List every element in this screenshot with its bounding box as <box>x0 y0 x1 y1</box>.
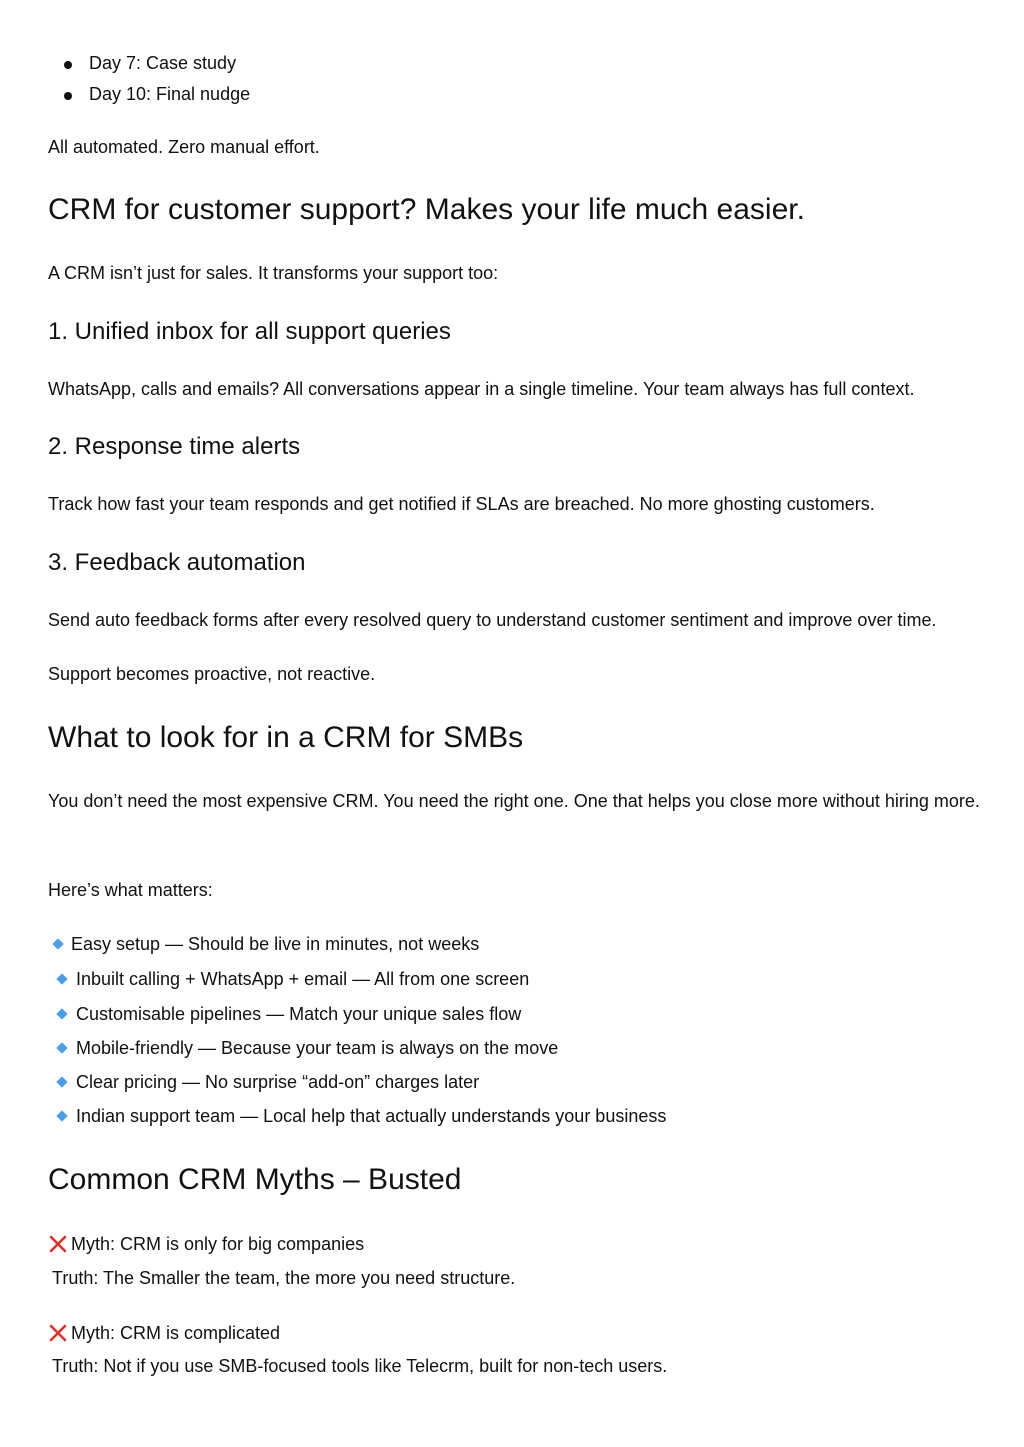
myth-text: Myth: CRM is only for big companies <box>71 1234 365 1254</box>
feature-item: Customisable pipelines — Match your unique sales flow <box>76 1004 522 1024</box>
feature-item: Easy setup — Should be live in minutes, not weeks <box>71 934 480 954</box>
support-intro: A CRM isn’t just for sales. It transforms your support too: <box>48 263 499 283</box>
truth-text: Truth: The Smaller the team, the more you need structure. <box>52 1268 516 1288</box>
feature-item: Mobile-friendly — Because your team is always on the move <box>76 1038 559 1058</box>
automated-note: All automated. Zero manual effort. <box>48 137 320 157</box>
support-item-body: Track how fast your team responds and get notified if SLAs are breached. No more ghosting customers. <box>48 494 875 514</box>
bullet-dot-icon <box>64 61 72 69</box>
truth-text: Truth: Not if you use SMB-focused tools like Telecrm, built for non-tech users. <box>52 1356 668 1376</box>
bullet-dot-icon <box>64 92 72 100</box>
smb-heading: What to look for in a CRM for SMBs <box>48 721 524 754</box>
red-cross-icon <box>48 1323 68 1343</box>
feature-item: Inbuilt calling + WhatsApp + email — All from one screen <box>76 969 530 989</box>
blue-diamond-icon <box>56 973 67 984</box>
support-heading: CRM for customer support? Makes your life much easier. <box>48 193 805 226</box>
support-item-title: 2. Response time alerts <box>48 433 301 460</box>
support-item-body: Send auto feedback forms after every resolved query to understand customer sentiment and improve over time. <box>48 610 937 630</box>
list-item: Day 10: Final nudge <box>89 84 251 104</box>
smb-intro: You don’t need the most expensive CRM. You need the right one. One that helps you close more without hiring more. <box>48 791 980 811</box>
support-item-title: 1. Unified inbox for all support queries <box>48 318 451 345</box>
support-item-title: 3. Feedback automation <box>48 549 306 576</box>
blue-diamond-icon <box>56 1008 67 1019</box>
feature-item: Clear pricing — No surprise “add-on” charges later <box>76 1072 480 1092</box>
red-cross-icon <box>48 1234 68 1254</box>
support-closing: Support becomes proactive, not reactive. <box>48 664 376 684</box>
myths-heading: Common CRM Myths – Busted <box>48 1163 462 1196</box>
feature-item: Indian support team — Local help that actually understands your business <box>76 1106 667 1126</box>
blue-diamond-icon <box>56 1042 67 1053</box>
myth-text: Myth: CRM is complicated <box>71 1323 281 1343</box>
list-item: Day 7: Case study <box>89 53 237 73</box>
blue-diamond-icon <box>52 938 63 949</box>
support-item-body: WhatsApp, calls and emails? All conversations appear in a single timeline. Your team always has full context. <box>48 379 915 399</box>
blue-diamond-icon <box>56 1110 67 1121</box>
smb-lead: Here’s what matters: <box>48 880 213 900</box>
blue-diamond-icon <box>56 1076 67 1087</box>
